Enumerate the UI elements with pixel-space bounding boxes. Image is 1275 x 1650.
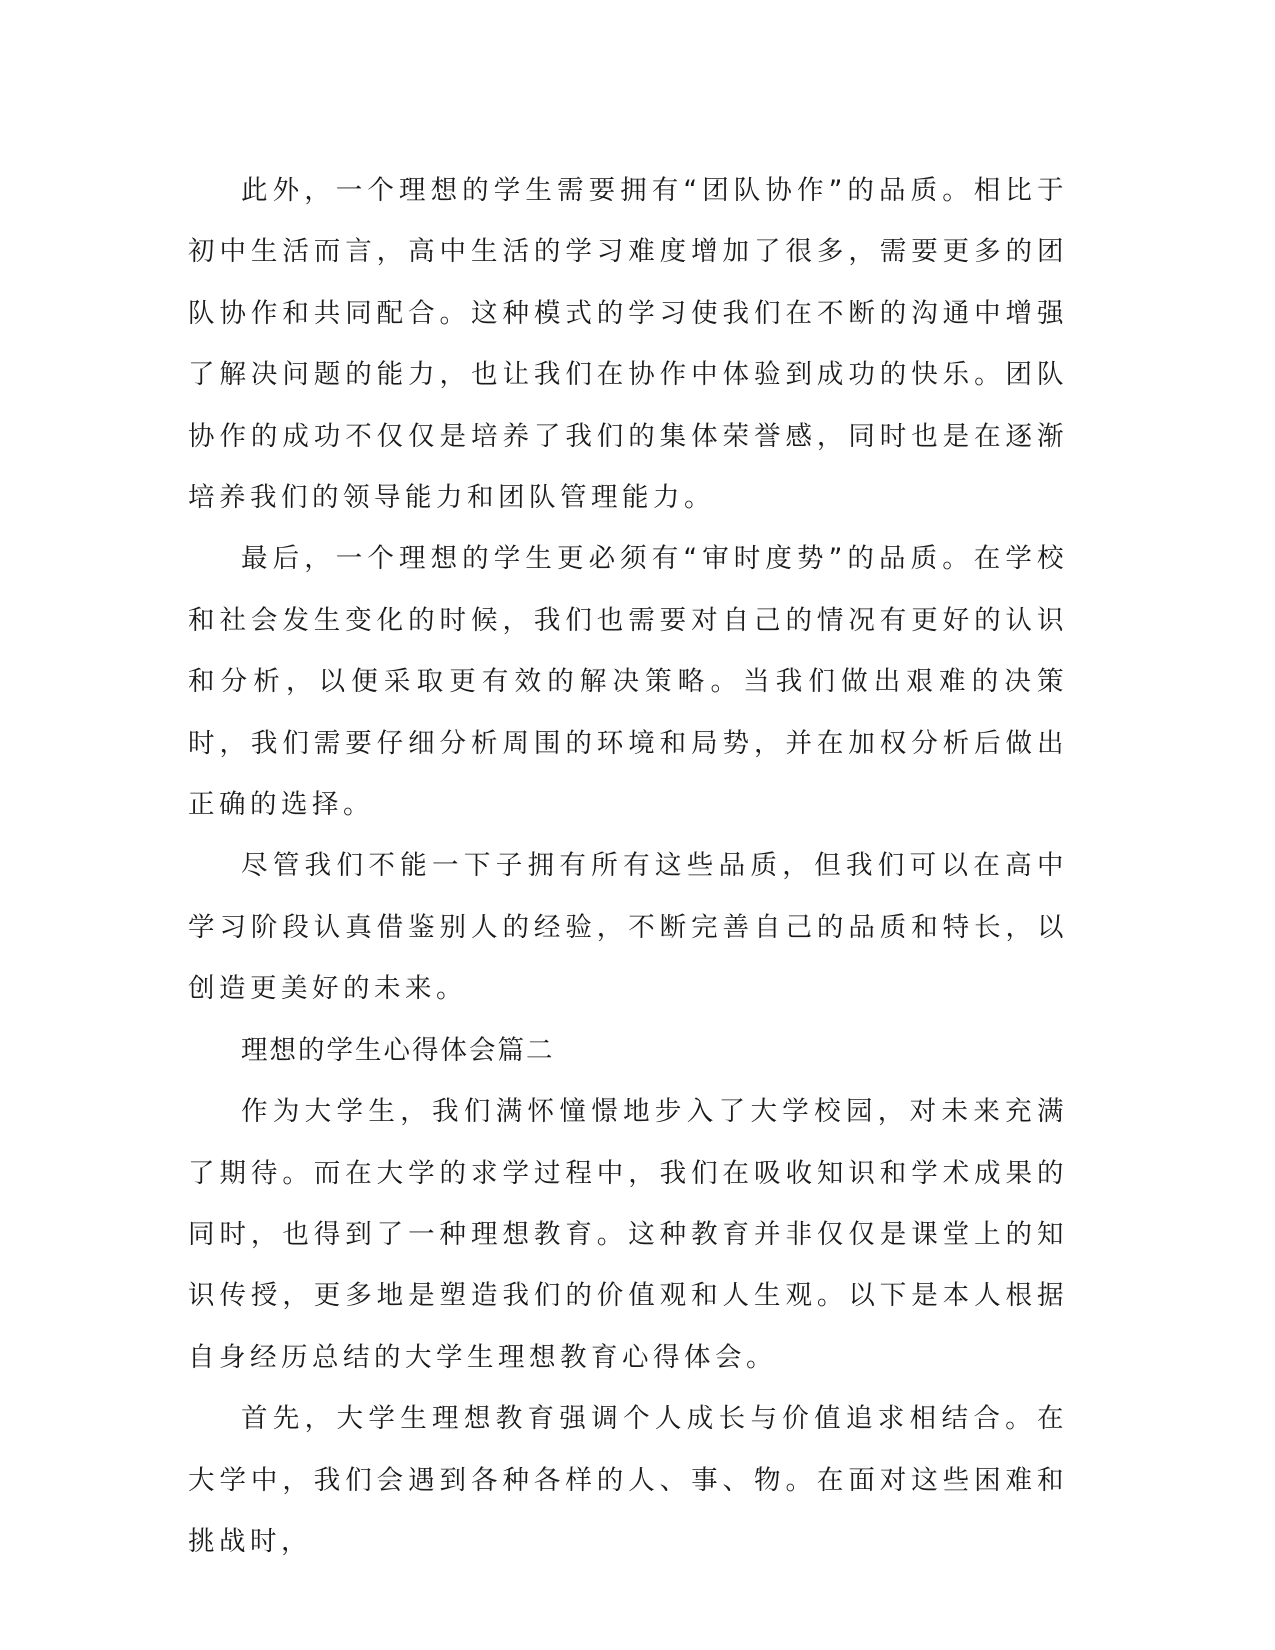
paragraph-conclusion: 尽管我们不能一下子拥有所有这些品质，但我们可以在高中学习阶段认真借鉴别人的经验，不断完善自己的品质和特长，以创造更美好的未来。 bbox=[188, 850, 1068, 1005]
section-heading: 理想的学生心得体会篇二 bbox=[241, 1034, 555, 1066]
document-body bbox=[188, 160, 1068, 1572]
paragraph-university-intro: 作为大学生，我们满怀憧憬地步入了大学校园，对未来充满了期待。而在大学的求学过程中，我们在吸收知识和学术成果的同时，也得到了一种理想教育。这种教育并非仅仅是课堂上的知识传授，更多地是塑造我们的价值观和人生观。以下是本人根据自身经历总结的大学生理想教育心得体会。 bbox=[188, 1096, 1068, 1373]
paragraph-judgement: 最后，一个理想的学生更必须有“审时度势”的品质。在学校和社会发生变化的时候，我们也需要对自己的情况有更好的认识和分析，以便采取更有效的解决策略。当我们做出艰难的决策时，我们需要仔细分析周围的环境和局势，并在加权分析后做出正确的选择。 bbox=[188, 543, 1068, 821]
paragraph-first-point: 首先，大学生理想教育强调个人成长与价值追求相结合。在大学中，我们会遇到各种各样的人、事、物。在面对这些困难和挑战时， bbox=[188, 1403, 1068, 1557]
paragraph-teamwork: 此外，一个理想的学生需要拥有“团队协作”的品质。相比于初中生活而言，高中生活的学习难度增加了很多，需要更多的团队协作和共同配合。这种模式的学习使我们在不断的沟通中增强了解决问题的能力，也让我们在协作中体验到成功的快乐。团队协作的成功不仅仅是培养了我们的集体荣誉感，同时也是在逐渐培养我们的领导能力和团队管理能力。 bbox=[188, 175, 1068, 514]
